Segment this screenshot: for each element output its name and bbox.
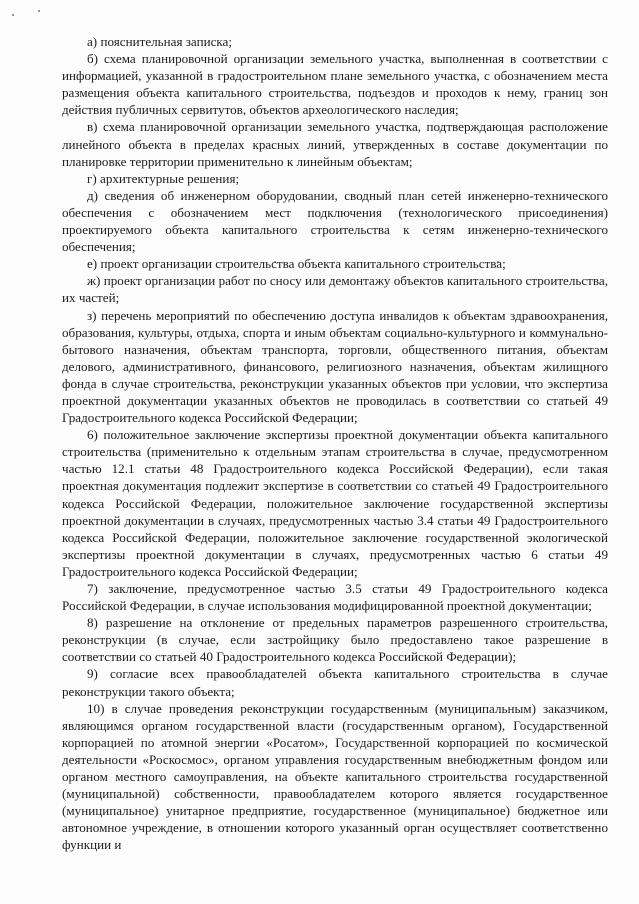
item-7: 7) заключение, предусмотренное частью 3.5 статьи 49 Градостроительного кодекса Российской Федерации, в случае использования модифицированной проектной документации; — [62, 581, 608, 614]
list-item-z: з) перечень мероприятий по обеспечению доступа инвалидов к объектам здравоохранения, образования, культуры, отдыха, спорта и иным объектам социально-культурного и коммунально-бытового назначения, объектам транспорта, торговли, общественного питания, объектам делового, административного, финансового, религиозного назначения, объектам жилищного фонда в случае строительства, реконструкции указанных объектов при условии, что экспертиза проектной документации указанных объектов не проводилась в соответствии со статьей 49 Градостроительного кодекса Российской Федерации; — [62, 307, 608, 426]
list-item-d: д) сведения об инженерном оборудовании, сводный план сетей инженерно-технического обеспечения с обозначением мест подключения (технологического присоединения) проектируемого объекта капитального строительства к сетям инженерно-технического обеспечения; — [62, 187, 608, 255]
list-item-a: а) пояснительная записка; — [87, 34, 233, 49]
item-9: 9) согласие всех правообладателей объекта капитального строительства в случае реконструкции такого объекта; — [62, 666, 608, 699]
list-item-b: б) схема планировочной организации земельного участка, выполненная в соответствии с информацией, указанной в градостроительном плане земельного участка, с обозначением места размещения объекта капитального строительства, подъездов и проходов к нему, границ зон действия публичных сервитутов, объектов археологического наследия; — [62, 51, 608, 118]
document-body — [62, 33, 608, 854]
scan-speck — [38, 10, 40, 12]
list-item-zh: ж) проект организации работ по сносу или демонтажу объектов капитального строительства, их частей; — [62, 273, 608, 306]
list-item-e: е) проект организации строительства объекта капитального строительства; — [87, 256, 506, 272]
item-6: 6) положительное заключение экспертизы проектной документации объекта капитального строительства (применительно к отдельным этапам строительства в случае, предусмотренном частью 12.1 статьи 48 Градостроительного кодекса Российской Федерации), если такая проектная документация подлежит экспертизе в соответствии со статьей 49 Градостроительного кодекса Российской Федерации, положительное заключение государственной экспертизы проектной документации в случаях, предусмотренных частью 3.4 статьи 49 Градостроительного кодекса Российской Федерации, положительное заключение государственной экологической экспертизы проектной документации в случаях, предусмотренных частью 6 статьи 49 Градостроительного кодекса Российской Федерации; — [62, 427, 608, 579]
list-item-g: г) архитектурные решения; — [87, 170, 240, 186]
scan-speck — [12, 14, 14, 16]
list-item-v: в) схема планировочной организации земельного участка, подтверждающая расположение линейного объекта в пределах красных линий, утвержденных в составе документации по планировке территории применительно к линейным объектам; — [62, 119, 608, 169]
item-8: 8) разрешение на отклонение от предельных параметров разрешенного строительства, реконструкции (в случае, если застройщику было предоставлено такое разрешение в соответствии со статьей 40 Градостроительного кодекса Российской Федерации); — [62, 615, 608, 665]
item-10: 10) в случае проведения реконструкции государственным (муниципальным) заказчиком, являющимся органом государственной власти (государственным органом), Государственной корпорацией по атомной энергии «Росатом», Государственной корпорацией по космической деятельности «Роскосмос», органом управления государственным внебюджетным фондом или органом местного самоуправления, на объекте капитального строительства государственной (муниципальной) собственности, правообладателем которого является государственное (муниципальное) унитарное предприятие, государственное (муниципальное) бюджетное или автономное учреждение, в отношении которого указанный орган осуществляет соответственно функции и — [62, 700, 608, 853]
